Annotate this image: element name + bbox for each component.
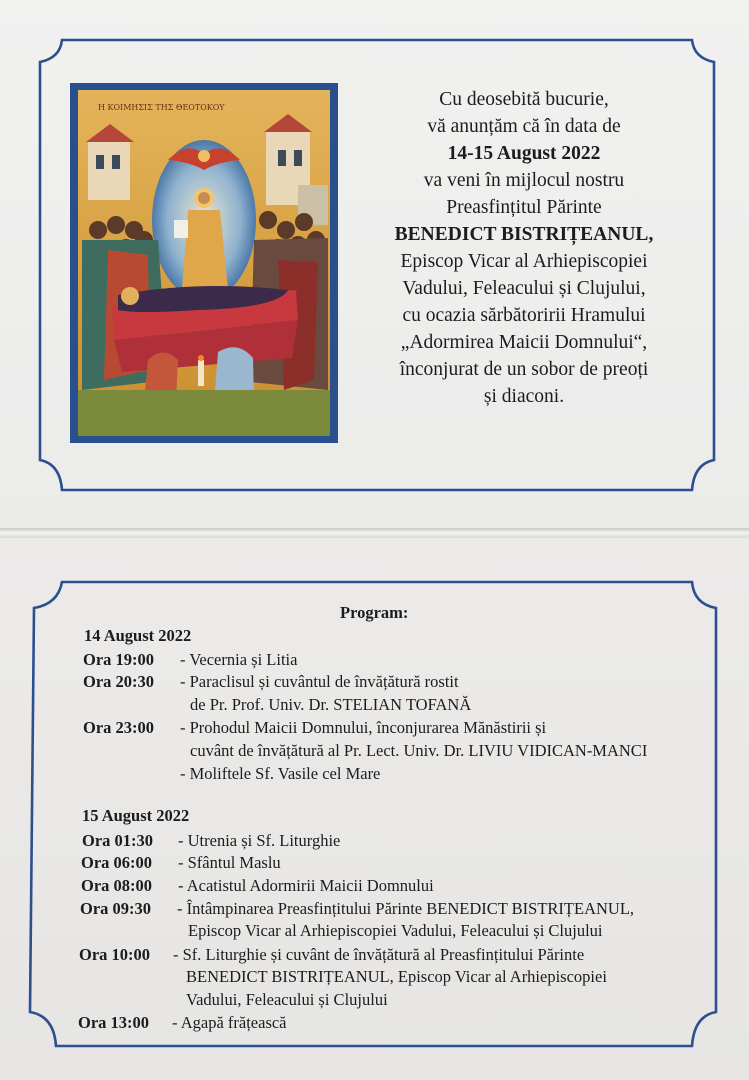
program-item: [80, 899, 634, 919]
announcement-line: înconjurat de un sobor de preoți: [399, 359, 649, 380]
announcement-line: Preasfințitul Părinte: [446, 197, 602, 218]
program-text: - Întâmpinarea Preasfințitului Părinte BENEDICT BISTRIȚEANUL,: [177, 899, 635, 918]
program-time: Ora 08:00: [81, 876, 153, 895]
program-text-cont: de Pr. Prof. Univ. Dr. STELIAN TOFANĂ: [190, 695, 472, 714]
program-item: [83, 672, 459, 692]
program-text: - Paraclisul și cuvântul de învățătură rostit: [180, 672, 459, 691]
program-text: - Sfântul Maslu: [178, 853, 281, 872]
program-item: [81, 876, 434, 896]
program-time: Ora 01:30: [82, 831, 154, 850]
program-time: Ora 23:00: [83, 718, 155, 737]
program-item: [83, 650, 297, 670]
announcement-line: Cu deosebită bucurie,: [439, 89, 609, 110]
program-item: [82, 831, 340, 851]
program-text-cont: Vadului, Feleacului și Clujului: [186, 990, 388, 1009]
program-time: Ora 09:30: [80, 899, 152, 918]
announcement-line: Episcop Vicar al Arhiepiscopiei: [400, 251, 648, 272]
program-text: - Sf. Liturghie și cuvânt de învățătură al Preasfințitului Părinte: [173, 945, 585, 964]
program-item: [79, 945, 584, 965]
program-text: - Agapă frățească: [172, 1013, 287, 1032]
program-text: - Acatistul Adormirii Maicii Domnului: [178, 876, 434, 895]
announcement-line: și diaconi.: [483, 386, 565, 407]
program-heading: Program:: [340, 603, 409, 622]
program-text: - Prohodul Maicii Domnului, înconjurarea Mănăstirii și: [180, 718, 547, 737]
program-item: [83, 718, 546, 738]
day1-date: 14 August 2022: [84, 626, 192, 645]
program-item: [78, 1013, 287, 1033]
program-time: Ora 06:00: [81, 853, 153, 872]
announcement-line: vă anunțăm că în data de: [427, 116, 621, 137]
program-text: - Vecernia și Litia: [180, 650, 298, 669]
program-text-cont: BENEDICT BISTRIȚEANUL, Episcop Vicar al Arhiepiscopiei: [186, 967, 607, 986]
announcement-line: Vadului, Feleacului și Clujului,: [402, 278, 646, 299]
program-time: Ora 10:00: [79, 945, 151, 964]
program-item: [81, 853, 281, 873]
program-text-cont: - Moliftele Sf. Vasile cel Mare: [180, 764, 381, 783]
program-text-cont: Episcop Vicar al Arhiepiscopiei Vadului, Feleacului și Clujului: [188, 921, 603, 940]
event-dates: 14-15 August 2022: [447, 143, 601, 164]
program-time: Ora 19:00: [83, 650, 155, 669]
program-time: Ora 13:00: [78, 1013, 150, 1032]
program-text: - Utrenia și Sf. Liturghie: [178, 831, 341, 850]
program-time: Ora 20:30: [83, 672, 155, 691]
announcement-line: va veni în mijlocul nostru: [423, 170, 625, 191]
program-text-cont: cuvânt de învățătură al Pr. Lect. Univ. Dr. LIVIU VIDICAN-MANCI: [190, 741, 648, 760]
feast-name: „Adormirea Maicii Domnului“,: [400, 332, 648, 353]
bishop-name: BENEDICT BISTRIȚEANUL,: [394, 224, 654, 245]
icon-inscription: Η ΚΟΙΜΗΣΙΣ ΤΗΣ ΘΕΟΤΟΚΟΥ: [98, 103, 225, 112]
day2-date: 15 August 2022: [82, 806, 190, 825]
announcement-line: cu ocazia sărbătoririi Hramului: [402, 305, 646, 326]
